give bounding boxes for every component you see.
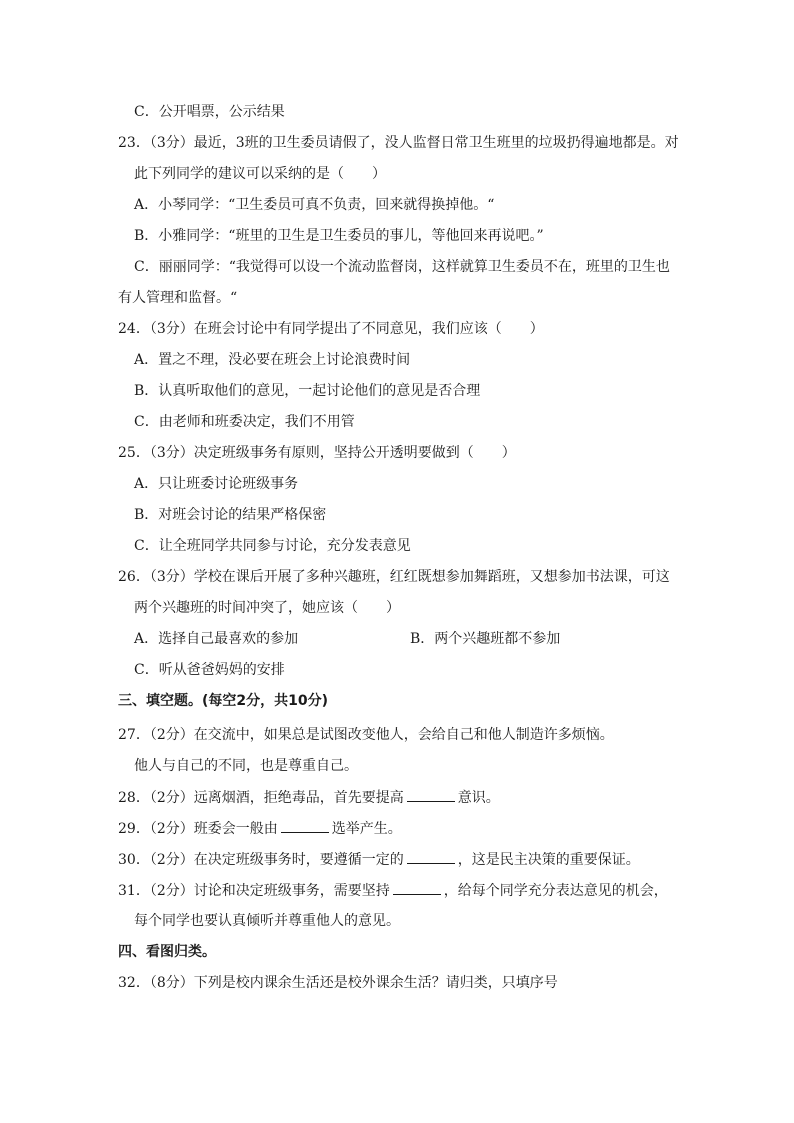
q29-stem [118, 819, 402, 838]
q31-stem-line2: 每个同学也要认真倾听并尊重他人的意见。 [134, 913, 400, 929]
section-3-heading: 三、填空题。(每空2分，共10分) [118, 693, 329, 709]
q30-text-after: ，这是民主决策的重要保证。 [457, 852, 640, 868]
q26-option-c: C．听从爸爸妈妈的安排 [134, 662, 285, 678]
q29-text-before: 29．（2分）班委会一般由 [118, 821, 278, 837]
section-4-heading: 四、看图归类。 [118, 944, 216, 960]
q27-stem-line1: 27．（2分）在交流中，如果总是试图改变他人，会给自己和他人制造许多烦恼。 [118, 727, 614, 743]
q30-stem [118, 850, 640, 869]
q23-stem-line2: 此下列同学的建议可以采纳的是（ ） [134, 166, 386, 182]
q30-answer-blank[interactable] [407, 850, 455, 864]
q31-text-after: ，给每个同学充分表达意见的机会， [443, 883, 668, 899]
q28-text-after: 意识。 [457, 790, 500, 806]
q22-option-c: C．公开唱票，公示结果 [134, 104, 285, 120]
q25-option-b: B．对班会讨论的结果严格保密 [134, 507, 327, 523]
q26-stem-line2: 两个兴趣班的时间冲突了，她应该（ ） [134, 600, 400, 616]
q23-option-a: A．小琴同学：“卫生委员可真不负责，回来就得换掉他。“ [134, 197, 495, 213]
q23-option-c-line2: 有人管理和监督。“ [118, 290, 238, 306]
q24-option-b: B．认真听取他们的意见，一起讨论他们的意见是否合理 [134, 383, 481, 399]
q25-option-a: A．只让班委讨论班级事务 [134, 476, 299, 492]
q29-text-after: 选举产生。 [331, 821, 402, 837]
q28-answer-blank[interactable] [407, 788, 455, 802]
q30-text-before: 30．（2分）在决定班级事务时，要遵循一定的 [118, 852, 404, 868]
q24-option-c: C．由老师和班委决定，我们不用管 [134, 414, 355, 430]
q26-stem-line1: 26．（3分）学校在课后开展了多种兴趣班，红红既想参加舞蹈班，又想参加书法课，可这 [118, 569, 670, 585]
q23-option-b: B．小雅同学：“班里的卫生是卫生委员的事儿，等他回来再说吧。” [134, 228, 544, 244]
q29-answer-blank[interactable] [281, 819, 329, 833]
q25-stem: 25．（3分）决定班级事务有原则，坚持公开透明要做到（ ） [118, 445, 516, 461]
q23-stem-line1: 23．（3分）最近，3班的卫生委员请假了，没人监督日常卫生班里的垃圾扔得遍地都是。对 [118, 135, 679, 151]
q31-stem-line1 [118, 881, 668, 900]
q28-stem [118, 788, 500, 807]
q28-text-before: 28．（2分）远离烟酒，拒绝毒品，首先要提高 [118, 790, 404, 806]
q31-text-before: 31．（2分）讨论和决定班级事务，需要坚持 [118, 883, 390, 899]
q23-option-c-line1: C．丽丽同学：“我觉得可以设一个流动监督岗，这样就算卫生委员不在，班里的卫生也 [134, 259, 670, 275]
q26-option-a: A．选择自己最喜欢的参加 [134, 631, 299, 647]
q25-option-c: C．让全班同学共同参与讨论，充分发表意见 [134, 538, 411, 554]
q26-option-b: B．两个兴趣班都不参加 [410, 631, 561, 647]
q31-answer-blank[interactable] [393, 881, 441, 895]
q24-option-a: A．置之不理，没必要在班会上讨论浪费时间 [134, 352, 411, 368]
q24-stem: 24．（3分）在班会讨论中有同学提出了不同意见，我们应该（ ） [118, 321, 544, 337]
q32-stem: 32．（8分）下列是校内课余生活还是校外课余生活？请归类，只填序号 [118, 975, 558, 991]
q27-stem-line2: 他人与自己的不同，也是尊重自己。 [134, 758, 358, 774]
